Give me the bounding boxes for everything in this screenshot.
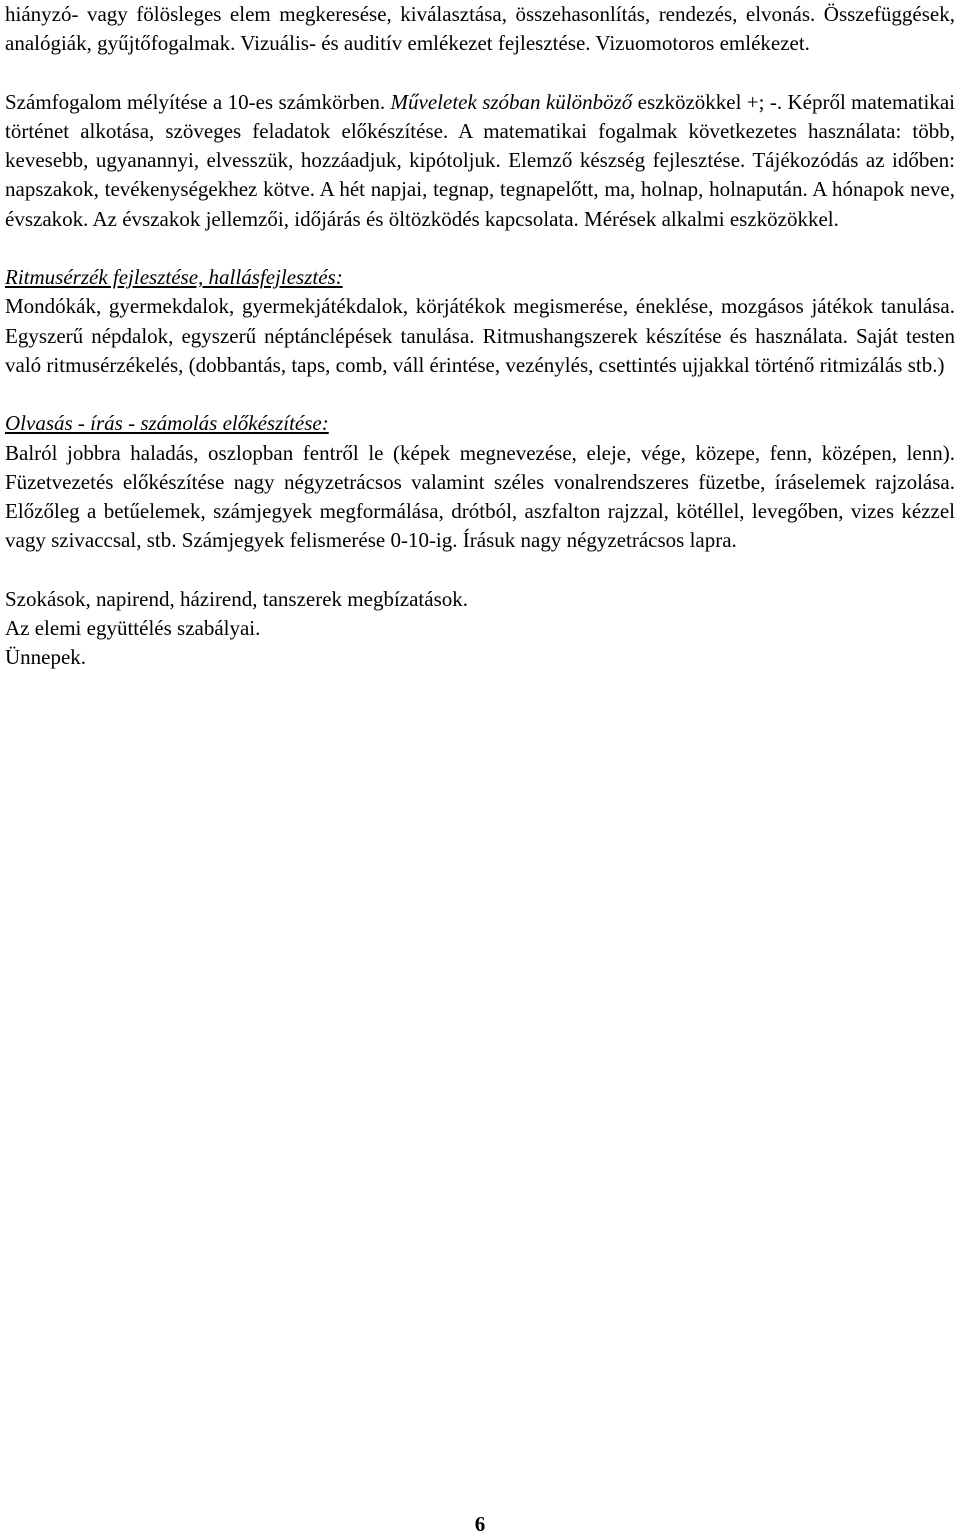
paragraph-spacer (5, 234, 955, 263)
math-paragraph-2-emphasis: Műveletek szóban különböző (390, 89, 633, 114)
habits-line-1: Szokások, napirend, házirend, tanszerek megbízatások. (5, 586, 468, 611)
math-paragraph-1: hiányzó- vagy fölösleges elem megkeresése, kiválasztása, összehasonlítás, rendezés, elvonás. Összefüggések, analógiák, gyűjtőfogalmak. Vizuális- és auditív emlékezet fejlesztése. Vizuomotoros emlékezet. (5, 2, 955, 56)
paragraph-spacer (5, 59, 955, 88)
paragraph-spacer (5, 380, 955, 409)
math-paragraph-2-rest: eszközökkel +; -. Képről matematikai történet alkotása, szöveges feladatok előkészítése. A matematikai fogalmak következetes használata: több, kevesebb, ugyanannyi, elvesszük, hozzáadjuk, kipótoljuk. Elemző készség fejlesztése. Tájékozódás az időben: napszakok, tevékenységekhez kötve. A hét napjai, tegnap, tegnapelőtt, ma, holnap, holnapután. A hónapok neve, évszakok. Az évszakok jellemzői, időjárás és öltözködés kapcsolata. Mérések alkalmi eszközökkel. (5, 89, 955, 231)
math-paragraph-2 (5, 88, 955, 234)
habits-line-3: Ünnepek. (5, 645, 87, 670)
paragraph-spacer (5, 556, 955, 585)
reading-heading: Olvasás - írás - számolás előkészítése: (5, 411, 329, 436)
reading-body: Balról jobbra haladás, oszlopban fentről le (képek megnevezése, eleje, vége, közepe, fenn, középen, lenn). Füzetvezetés előkészítése nagy négyzetrácsos valamint széles vonalrendszeres füzetbe, íráselemek rajzolása. Előzőleg a betűelemek, számjegyek megformálása, drótból, aszfalton rajzzal, kötéllel, levegőben, vizes kézzel vagy szivaccsal, stb. Számjegyek felismerése 0-10-ig. Írásuk nagy négyzetrácsos lapra. (5, 440, 955, 553)
rhythm-body: Mondókák, gyermekdalok, gyermekjátékdalok, körjátékok megismerése, éneklése, mozgásos játékok tanulása. Egyszerű népdalok, egyszerű néptánclépések tanulása. Ritmushangszerek készítése és használata. Saját testen való ritmusérzékelés, (dobbantás, taps, comb, váll érintése, vezénylés, csettintés ujjakkal történő ritmizálás stb.) (5, 294, 955, 377)
habits-line-2: Az elemi együttélés szabályai. (5, 616, 261, 641)
document-page (5, 0, 955, 673)
rhythm-heading: Ritmusérzék fejlesztése, hallásfejlesztés: (5, 265, 343, 290)
page-number: 6 (474, 1512, 486, 1536)
math-paragraph-2-start: Számfogalom mélyítése a 10-es számkörben. (5, 89, 391, 114)
